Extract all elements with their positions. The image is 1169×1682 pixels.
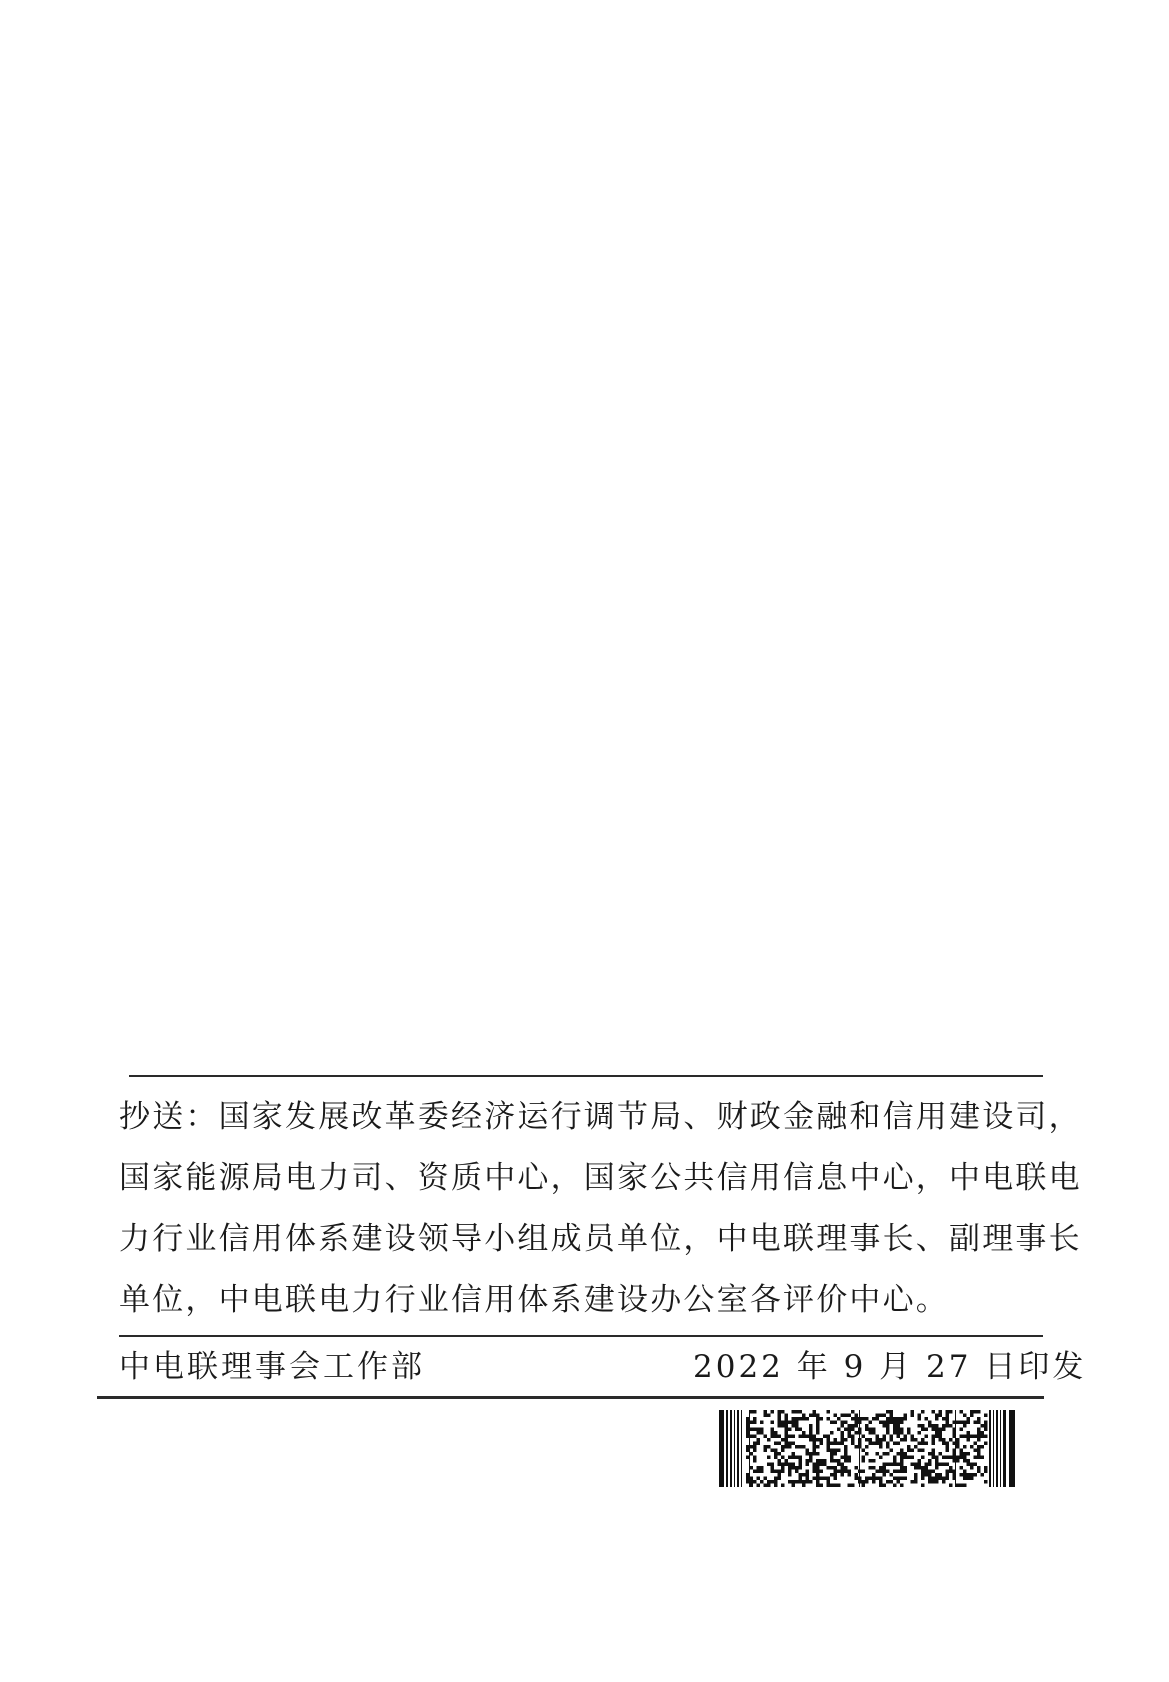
cc-line-4: 单位，中电联电力行业信用体系建设办公室各评价中心。 (119, 1282, 949, 1318)
middle-divider (119, 1335, 1043, 1337)
issue-date: 2022 年 9 月 27 日印发 (693, 1349, 1087, 1385)
issuing-department: 中电联理事会工作部 (119, 1349, 425, 1385)
cc-recipients-block (119, 1087, 1082, 1331)
cc-line-2: 国家能源局电力司、资质中心，国家公共信用信息中心，中电联电 (119, 1160, 1082, 1196)
cc-line-3: 力行业信用体系建设领导小组成员单位，中电联理事长、副理事长 (119, 1221, 1082, 1257)
cc-line-1: 抄送：国家发展改革委经济运行调节局、财政金融和信用建设司， (119, 1099, 1082, 1135)
top-divider (129, 1075, 1043, 1077)
2d-barcode-icon (719, 1410, 1015, 1487)
bottom-divider (97, 1396, 1044, 1399)
